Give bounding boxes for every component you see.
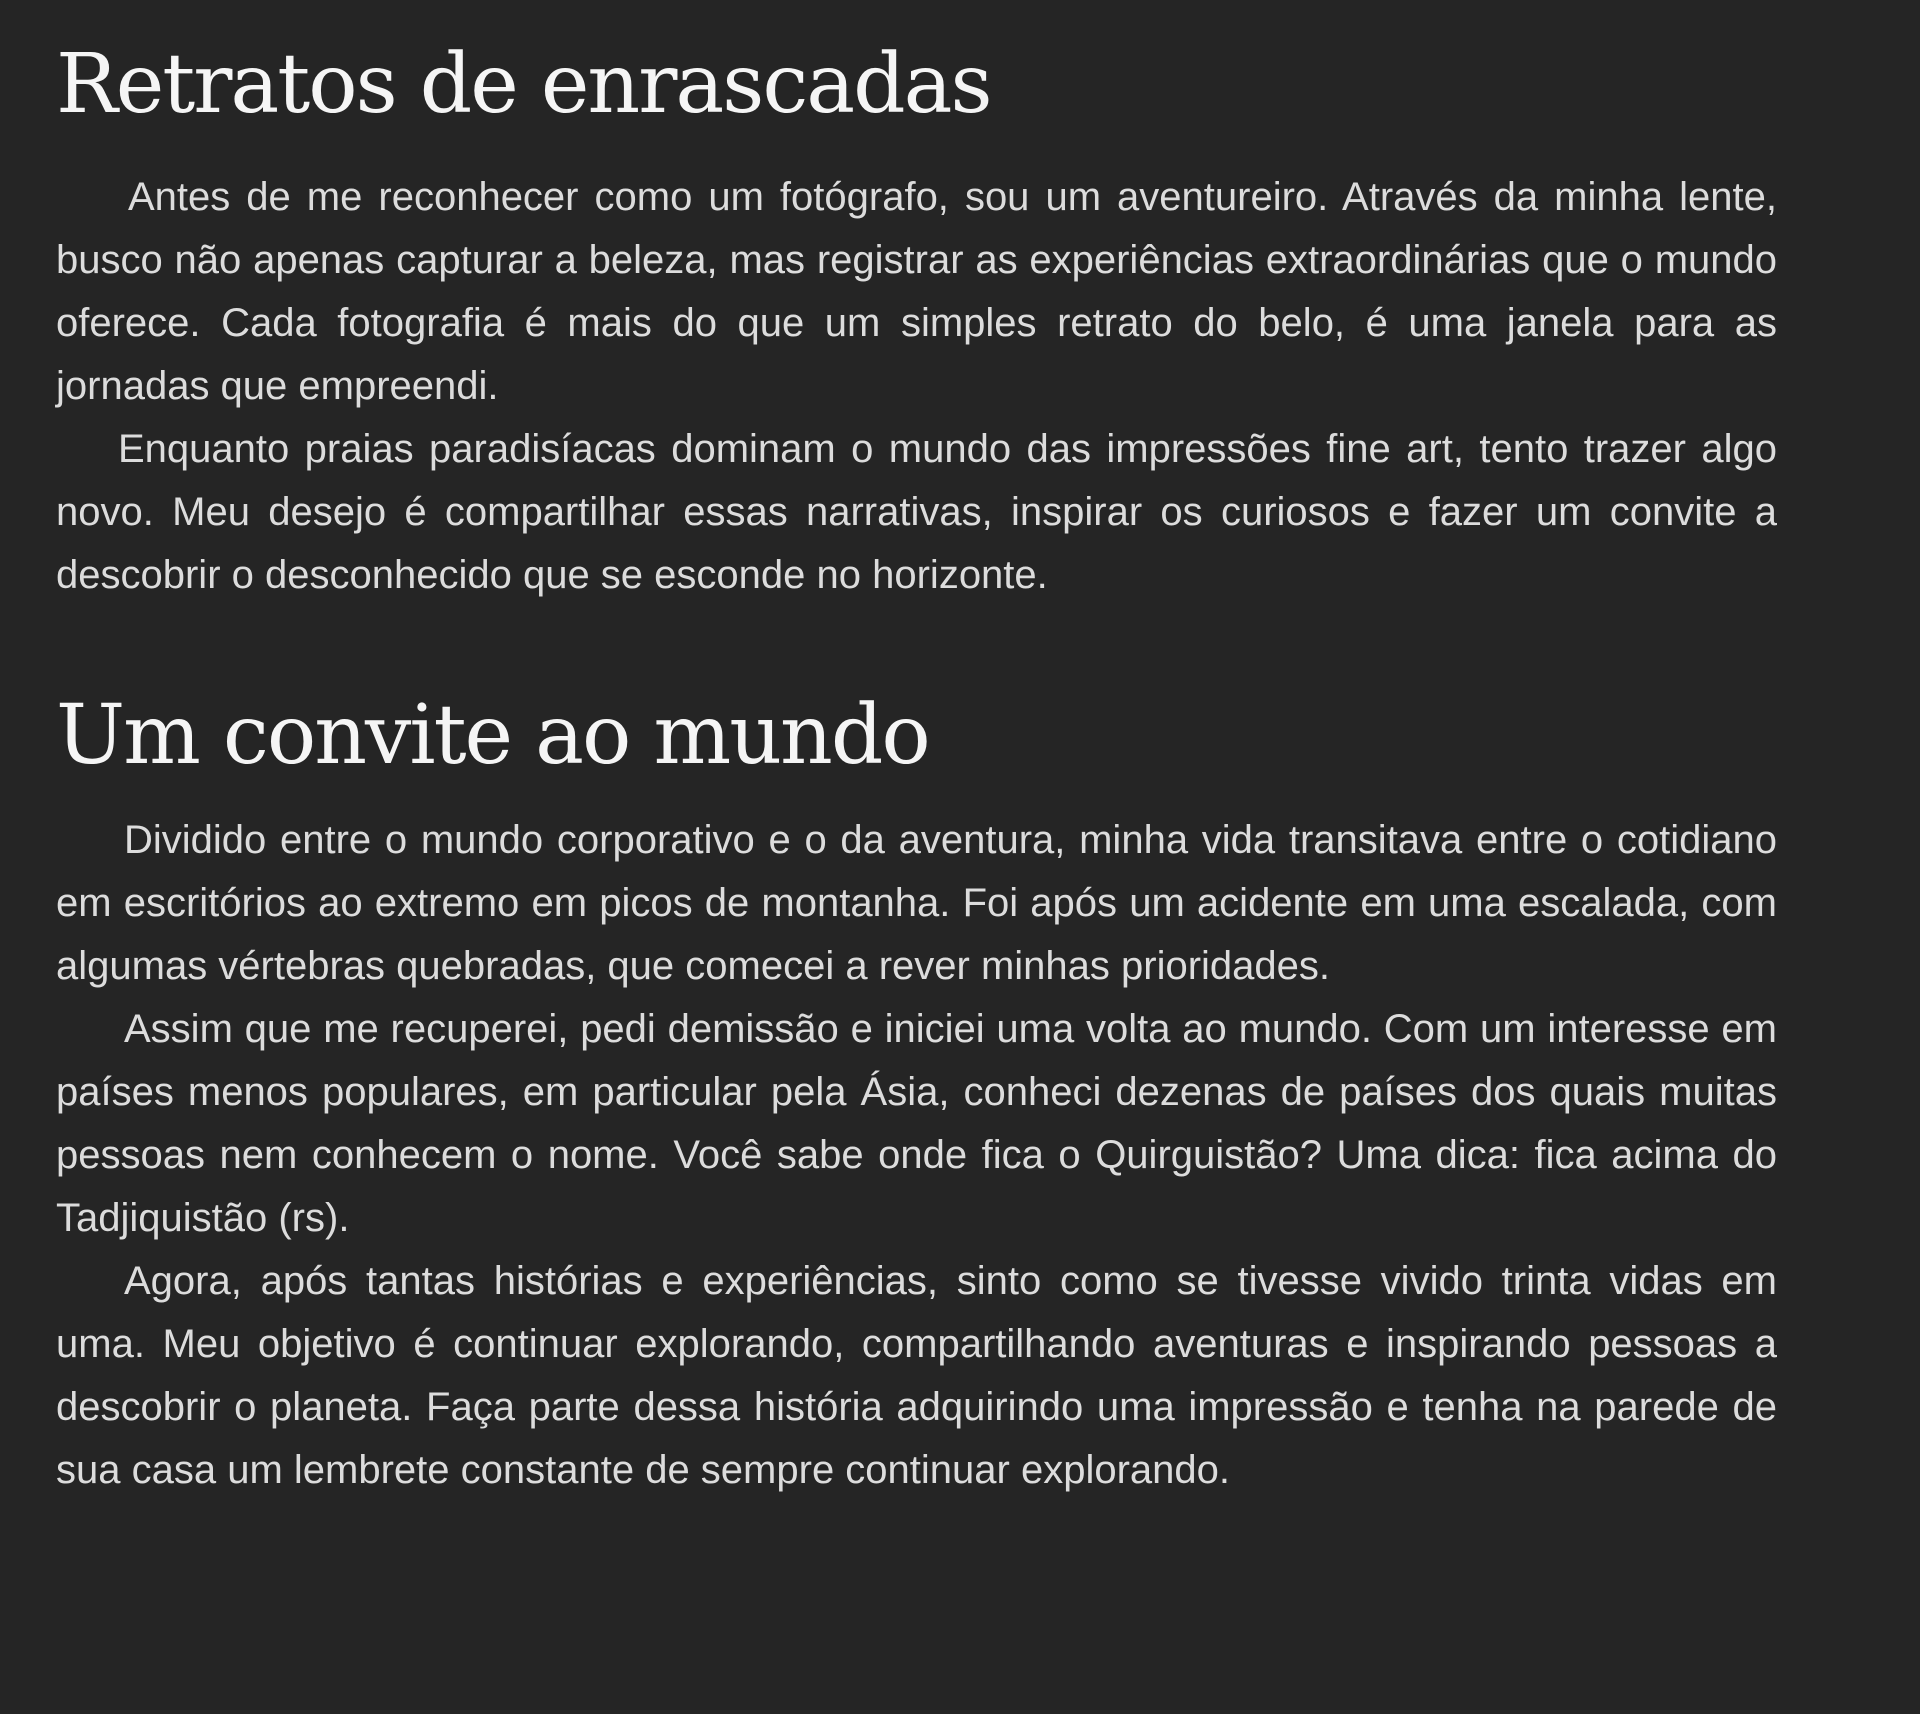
section-retratos-de-enrascadas: [56, 0, 1777, 607]
paragraph: Agora, após tantas histórias e experiências, sinto como se tivesse vivido trinta vidas em uma. Meu objetivo é continuar explorando, compartilhando aventuras e inspirando pessoas a descobrir o planeta. Faça parte dessa história adquirindo uma impressão e tenha na parede de sua casa um lembrete constante de sempre continuar explorando.: [56, 1259, 1777, 1492]
paragraph: Antes de me reconhecer como um fotógrafo, sou um aventureiro. Através da minha lente, busco não apenas capturar a beleza, mas registrar as experiências extraordinárias que o mundo oferece. Cada fotografia é mais do que um simples retrato do belo, é uma janela para as jornadas que empreendi.: [56, 175, 1777, 408]
section-um-convite-ao-mundo: [56, 607, 1777, 1502]
section-title: Retratos de enrascadas: [56, 37, 991, 132]
paragraph: Assim que me recuperei, pedi demissão e iniciei uma volta ao mundo. Com um interesse em países menos populares, em particular pela Ásia, conheci dezenas de países dos quais muitas pessoas nem conhecem o nome. Você sabe onde fica o Quirguistão? Uma dica: fica acima do Tadjiquistão (rs).: [56, 1007, 1777, 1240]
section-title: Um convite ao mundo: [56, 688, 929, 783]
paragraph: Enquanto praias paradisíacas dominam o mundo das impressões fine art, tento trazer algo novo. Meu desejo é compartilhar essas narrativas, inspirar os curiosos e fazer um convite a descobrir o desconhecido que se esconde no horizonte.: [56, 427, 1777, 597]
paragraph: Dividido entre o mundo corporativo e o da aventura, minha vida transitava entre o cotidiano em escritórios ao extremo em picos de montanha. Foi após um acidente em uma escalada, com algumas vértebras quebradas, que comecei a rever minhas prioridades.: [56, 818, 1777, 988]
